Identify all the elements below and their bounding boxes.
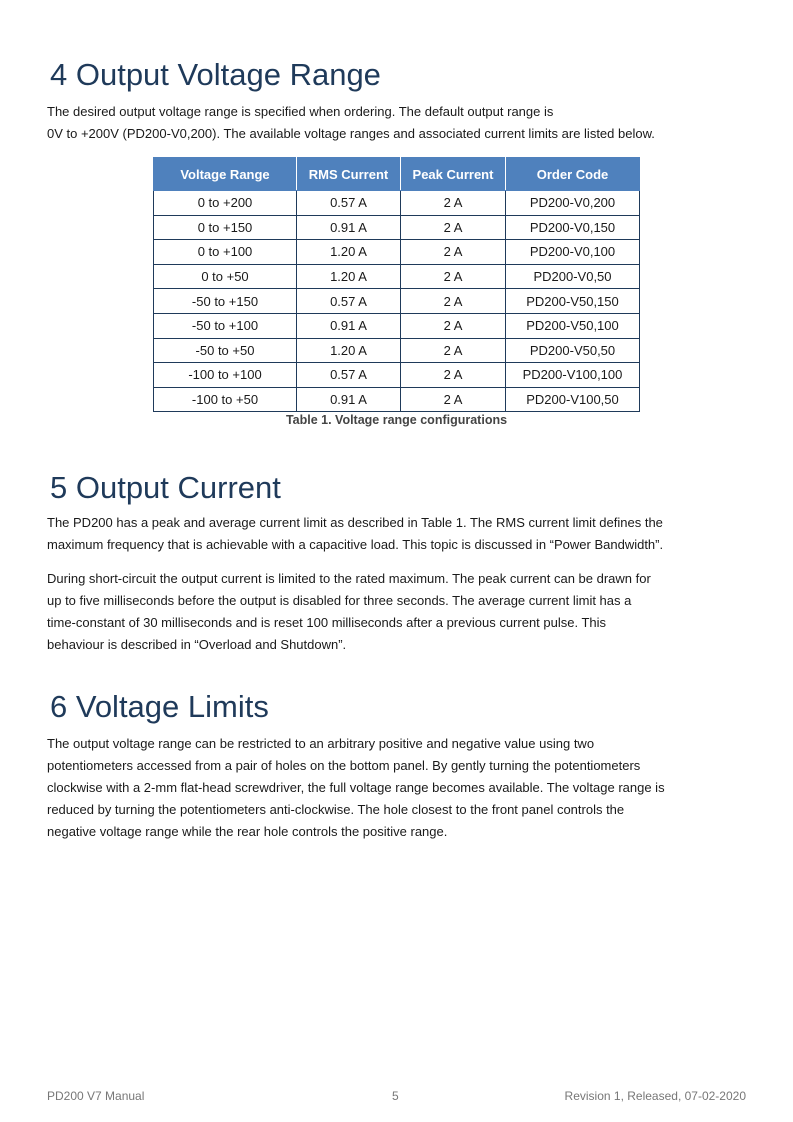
cell-voltage-range: -50 to +50 xyxy=(154,338,297,363)
section-6-paragraph xyxy=(47,733,747,843)
header-peak-current: Peak Current xyxy=(401,158,506,191)
section-5-heading: 5 Output Current xyxy=(50,470,281,505)
cell-voltage-range: -50 to +150 xyxy=(154,289,297,314)
cell-rms-current: 0.91 A xyxy=(297,387,401,412)
section-4-line-2: 0V to +200V (PD200-V0,200). The available voltage ranges and associated current limits are listed below. xyxy=(47,126,655,141)
cell-peak-current: 2 A xyxy=(401,240,506,265)
table-row xyxy=(154,363,640,388)
cell-rms-current: 1.20 A xyxy=(297,240,401,265)
section-6-line-4: reduced by turning the potentiometers anti-clockwise. The hole closest to the front panel controls the xyxy=(47,802,625,817)
cell-order-code: PD200-V0,50 xyxy=(506,264,640,289)
footer-manual-name: PD200 V7 Manual xyxy=(47,1089,145,1103)
table-row xyxy=(154,289,640,314)
cell-rms-current: 0.91 A xyxy=(297,215,401,240)
section-6-line-2: potentiometers accessed from a pair of holes on the bottom panel. By gently turning the potentiometers xyxy=(47,758,641,773)
cell-rms-current: 1.20 A xyxy=(297,338,401,363)
cell-rms-current: 0.57 A xyxy=(297,363,401,388)
cell-peak-current: 2 A xyxy=(401,191,506,216)
table-row xyxy=(154,191,640,216)
cell-order-code: PD200-V0,150 xyxy=(506,215,640,240)
cell-voltage-range: -100 to +100 xyxy=(154,363,297,388)
section-6-line-5: negative voltage range while the rear hole controls the positive range. xyxy=(47,824,448,839)
footer-page-number: 5 xyxy=(392,1089,399,1103)
cell-order-code: PD200-V50,100 xyxy=(506,313,640,338)
section-5-p2-line-4: behaviour is described in “Overload and Shutdown”. xyxy=(47,637,347,652)
cell-voltage-range: 0 to +200 xyxy=(154,191,297,216)
section-5-p1-line-2: maximum frequency that is achievable with a capacitive load. This topic is discussed in “Power Bandwidth”. xyxy=(47,537,664,552)
cell-peak-current: 2 A xyxy=(401,338,506,363)
table-row xyxy=(154,264,640,289)
cell-rms-current: 0.57 A xyxy=(297,191,401,216)
cell-voltage-range: -50 to +100 xyxy=(154,313,297,338)
header-order-code: Order Code xyxy=(506,158,640,191)
cell-order-code: PD200-V0,200 xyxy=(506,191,640,216)
cell-rms-current: 1.20 A xyxy=(297,264,401,289)
section-4-paragraph xyxy=(47,101,747,145)
cell-peak-current: 2 A xyxy=(401,264,506,289)
cell-peak-current: 2 A xyxy=(401,387,506,412)
cell-voltage-range: 0 to +100 xyxy=(154,240,297,265)
section-4-heading: 4 Output Voltage Range xyxy=(50,57,381,92)
section-5-paragraph-1 xyxy=(47,512,747,556)
table-header-row xyxy=(154,158,640,191)
table-caption: Table 1. Voltage range configurations xyxy=(285,413,508,427)
section-5-p2-line-3: time-constant of 30 milliseconds and is reset 100 milliseconds after a previous current pulse. This xyxy=(47,615,607,630)
section-6-line-1: The output voltage range can be restricted to an arbitrary positive and negative value using two xyxy=(47,736,595,751)
section-5-p2-line-1: During short-circuit the output current is limited to the rated maximum. The peak current can be drawn for xyxy=(47,571,651,586)
section-5-p2-line-2: up to five milliseconds before the output is disabled for three seconds. The average current limit has a xyxy=(47,593,632,608)
cell-order-code: PD200-V0,100 xyxy=(506,240,640,265)
section-5-p1-line-1: The PD200 has a peak and average current limit as described in Table 1. The RMS current limit defines the xyxy=(47,515,663,530)
section-5-paragraph-2 xyxy=(47,568,747,656)
cell-order-code: PD200-V100,50 xyxy=(506,387,640,412)
cell-rms-current: 0.91 A xyxy=(297,313,401,338)
table-row xyxy=(154,387,640,412)
section-6-line-3: clockwise with a 2-mm flat-head screwdriver, the full voltage range becomes available. The voltage range is xyxy=(47,780,665,795)
table-row xyxy=(154,338,640,363)
cell-peak-current: 2 A xyxy=(401,289,506,314)
cell-voltage-range: 0 to +150 xyxy=(154,215,297,240)
cell-voltage-range: -100 to +50 xyxy=(154,387,297,412)
cell-order-code: PD200-V100,100 xyxy=(506,363,640,388)
cell-peak-current: 2 A xyxy=(401,215,506,240)
table-row xyxy=(154,313,640,338)
cell-peak-current: 2 A xyxy=(401,313,506,338)
table-row xyxy=(154,215,640,240)
cell-voltage-range: 0 to +50 xyxy=(154,264,297,289)
section-6-heading: 6 Voltage Limits xyxy=(50,689,269,724)
table-row xyxy=(154,240,640,265)
footer-revision: Revision 1, Released, 07-02-2020 xyxy=(564,1089,746,1103)
header-rms-current: RMS Current xyxy=(297,158,401,191)
cell-order-code: PD200-V50,150 xyxy=(506,289,640,314)
header-voltage-range: Voltage Range xyxy=(154,158,297,191)
section-4-line-1: The desired output voltage range is specified when ordering. The default output range is xyxy=(47,104,554,119)
voltage-range-table xyxy=(153,157,640,412)
cell-order-code: PD200-V50,50 xyxy=(506,338,640,363)
cell-peak-current: 2 A xyxy=(401,363,506,388)
cell-rms-current: 0.57 A xyxy=(297,289,401,314)
